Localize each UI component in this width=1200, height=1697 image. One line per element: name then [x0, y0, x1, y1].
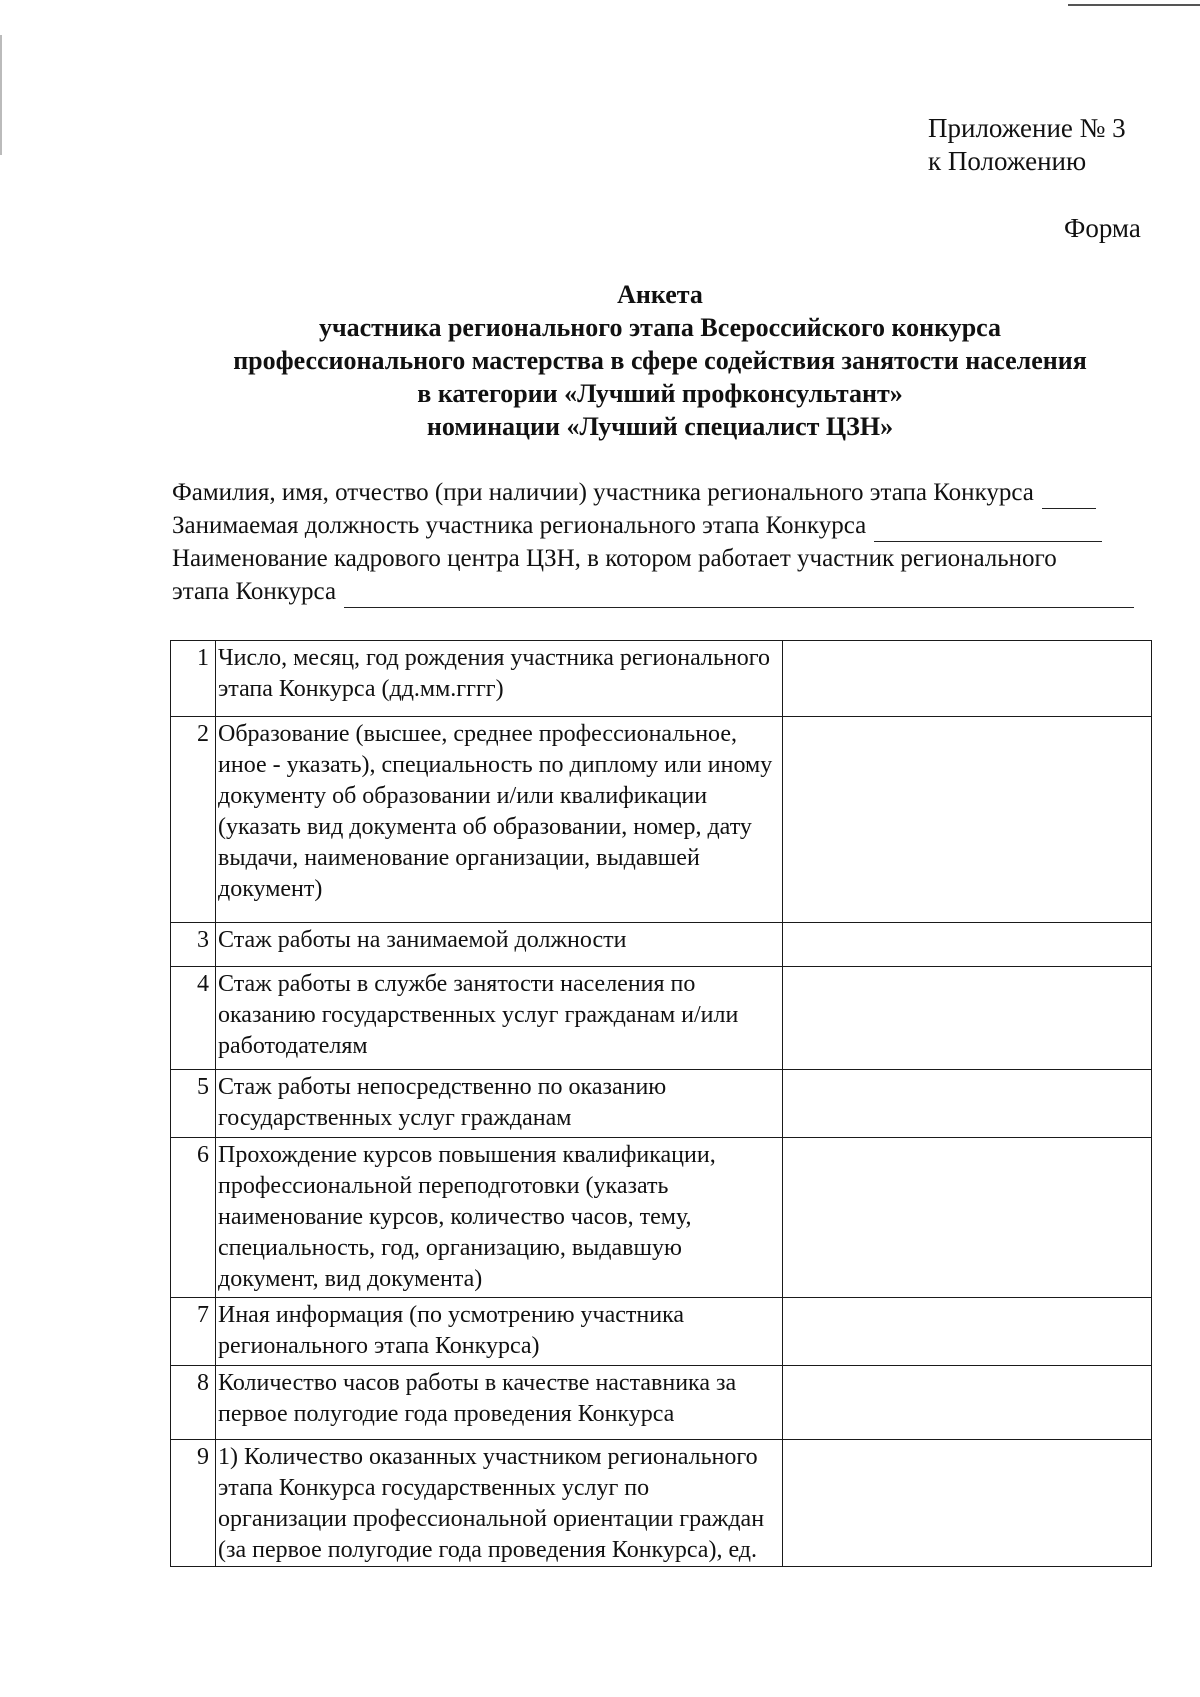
- appendix-line: к Положению: [928, 146, 1087, 176]
- question-line: оказанию государственных услуг гражданам и/или: [218, 1002, 739, 1028]
- question-line: документ, вид документа): [218, 1266, 483, 1292]
- answer-cell[interactable]: [783, 1366, 1152, 1440]
- table-row: [171, 717, 1152, 923]
- question-line: организации профессиональной ориентации граждан: [218, 1506, 765, 1532]
- table-row: [171, 1138, 1152, 1298]
- center-label-line1: Наименование кадрового центра ЦЗН, в котором работает участник регионального: [172, 545, 1057, 572]
- question-line: этапа Конкурса государственных услуг по: [218, 1475, 650, 1501]
- question-line: выдачи, наименование организации, выдавшей: [218, 845, 700, 871]
- form-label: Форма: [1064, 213, 1141, 243]
- answer-cell[interactable]: [783, 1298, 1152, 1366]
- question-line: специальность, год, организацию, выдавшую: [218, 1235, 682, 1261]
- appendix-reference: [928, 112, 1126, 178]
- question-line: Стаж работы непосредственно по оказанию: [218, 1074, 667, 1100]
- question-cell: [216, 1070, 783, 1138]
- answer-cell[interactable]: [783, 1070, 1152, 1138]
- table-row: [171, 641, 1152, 717]
- position-field: [172, 509, 1172, 542]
- table-row: [171, 1366, 1152, 1440]
- full-name-blank[interactable]: [1042, 484, 1096, 509]
- question-line: иное - указать), специальность по диплому или иному: [218, 752, 773, 778]
- row-number: 2: [171, 717, 216, 923]
- scan-edge-mark: [0, 35, 2, 155]
- center-field-line1: [172, 542, 1172, 575]
- title-line: участника регионального этапа Всероссийского конкурса: [318, 313, 1002, 342]
- answer-cell[interactable]: [783, 967, 1152, 1070]
- row-number: 1: [171, 641, 216, 717]
- title-line: Анкета: [617, 280, 703, 309]
- answer-cell[interactable]: [783, 1138, 1152, 1298]
- title-line: в категории «Лучший профконсультант»: [417, 379, 903, 408]
- question-line: Стаж работы в службе занятости населения по: [218, 971, 696, 997]
- full-name-label: Фамилия, имя, отчество (при наличии) участника регионального этапа Конкурса: [172, 479, 1034, 506]
- table-row: [171, 1440, 1152, 1567]
- question-line: Образование (высшее, среднее профессиональное,: [218, 721, 737, 747]
- row-number: 7: [171, 1298, 216, 1366]
- title-line: номинации «Лучший специалист ЦЗН»: [426, 412, 894, 441]
- table-row: [171, 1070, 1152, 1138]
- row-number: 6: [171, 1138, 216, 1298]
- question-cell: [216, 1298, 783, 1366]
- table-row: [171, 1298, 1152, 1366]
- table-row: [171, 967, 1152, 1070]
- row-number: 4: [171, 967, 216, 1070]
- scan-corner-line: [1068, 4, 1200, 6]
- answer-cell[interactable]: [783, 641, 1152, 717]
- center-field-line2: [172, 575, 1172, 608]
- question-line: этапа Конкурса (дд.мм.гггг): [218, 676, 504, 702]
- answer-cell[interactable]: [783, 923, 1152, 967]
- question-line: работодателям: [218, 1033, 368, 1059]
- appendix-line: Приложение № 3: [928, 113, 1126, 143]
- center-blank[interactable]: [344, 583, 1134, 608]
- question-line: Количество часов работы в качестве наставника за: [218, 1370, 737, 1396]
- question-line: первое полугодие года проведения Конкурса: [218, 1401, 675, 1427]
- question-cell: [216, 641, 783, 717]
- question-line: регионального этапа Конкурса): [218, 1333, 540, 1359]
- question-cell: [216, 1366, 783, 1440]
- questionnaire-body: [171, 641, 1152, 1567]
- question-line: Иная информация (по усмотрению участника: [218, 1302, 685, 1328]
- full-name-field: [172, 476, 1172, 509]
- question-cell: [216, 967, 783, 1070]
- center-label-line2: этапа Конкурса: [172, 578, 337, 605]
- position-blank[interactable]: [874, 517, 1102, 542]
- row-number: 3: [171, 923, 216, 967]
- participant-fields: [172, 476, 1172, 608]
- answer-cell[interactable]: [783, 717, 1152, 923]
- question-line: документу об образовании и/или квалификации: [218, 783, 708, 809]
- table-row: [171, 923, 1152, 967]
- question-line: 1) Количество оказанных участником регионального: [218, 1444, 758, 1470]
- answer-cell[interactable]: [783, 1440, 1152, 1567]
- question-line: Прохождение курсов повышения квалификации,: [218, 1142, 716, 1168]
- row-number: 9: [171, 1440, 216, 1567]
- question-line: (указать вид документа об образовании, номер, дату: [218, 814, 752, 840]
- question-line: Стаж работы на занимаемой должности: [218, 927, 627, 953]
- questionnaire-table: [170, 640, 1152, 1567]
- document-title: [150, 278, 1170, 443]
- position-label: Занимаемая должность участника регионального этапа Конкурса: [172, 512, 867, 539]
- question-cell: [216, 1138, 783, 1298]
- question-line: документ): [218, 876, 323, 902]
- question-cell: [216, 923, 783, 967]
- question-line: Число, месяц, год рождения участника регионального: [218, 645, 770, 671]
- row-number: 5: [171, 1070, 216, 1138]
- question-line: наименование курсов, количество часов, тему,: [218, 1204, 692, 1230]
- question-line: профессиональной переподготовки (указать: [218, 1173, 669, 1199]
- question-line: (за первое полугодие года проведения Конкурса), ед.: [218, 1537, 757, 1563]
- question-line: государственных услуг гражданам: [218, 1105, 572, 1131]
- row-number: 8: [171, 1366, 216, 1440]
- question-cell: [216, 717, 783, 923]
- title-line: профессионального мастерства в сфере содействия занятости населения: [233, 346, 1087, 375]
- question-cell: [216, 1440, 783, 1567]
